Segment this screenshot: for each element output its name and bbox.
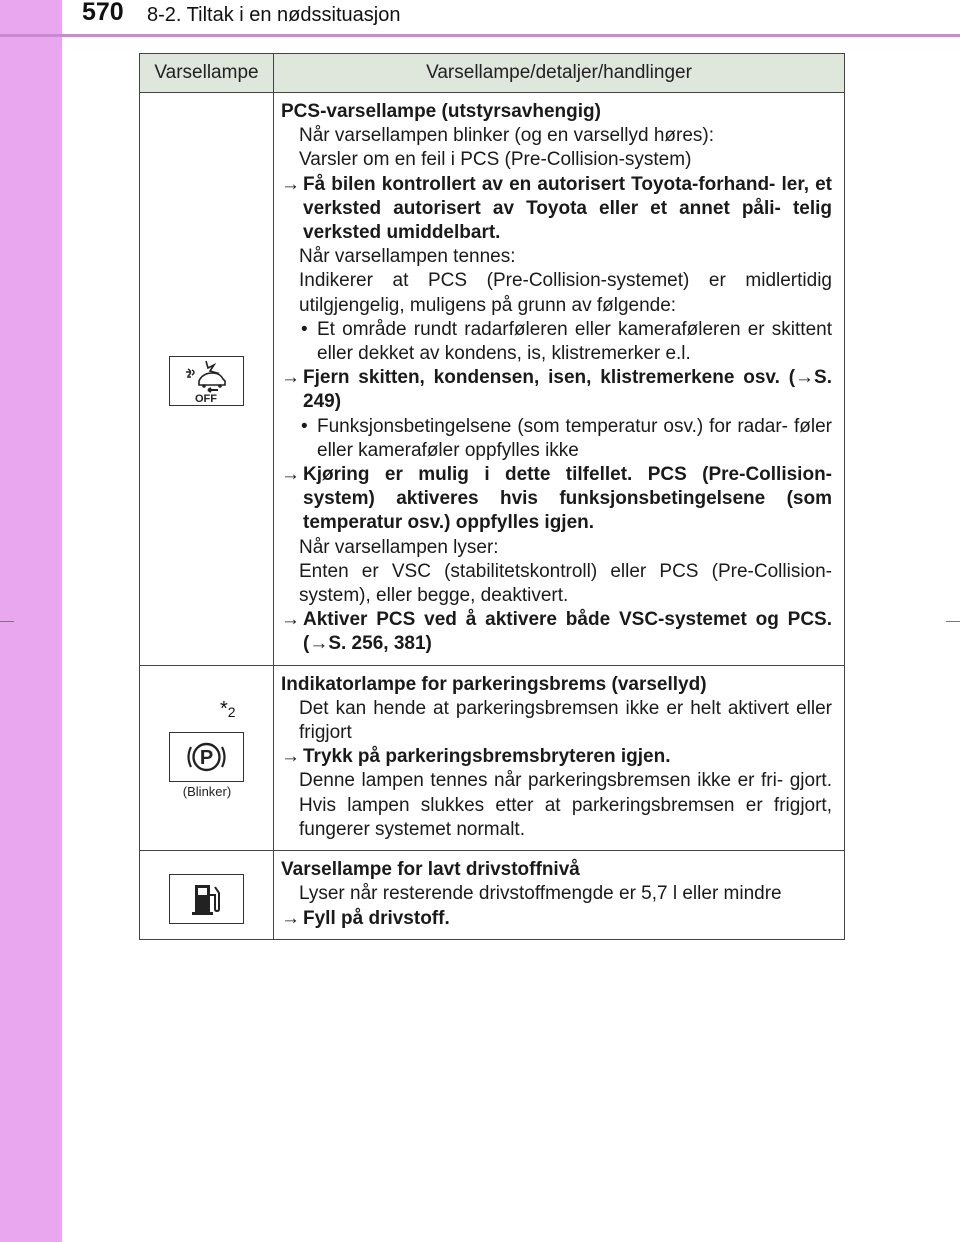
action-text: → Aktiver PCS ved å aktivere både VSC-systemet og PCS. (→S. 256, 381) (281, 609, 832, 655)
section-title: 8-2. Tiltak i en nødssituasjon (147, 4, 401, 26)
condition-text: Når varsellampen blinker (og en varsellyd høres): (299, 125, 714, 147)
description-text: Indikerer at PCS (Pre-Collision-systemet) er midlertidig utilgjengelig, muligens på grunn av følgende: (299, 270, 832, 316)
description-text: Det kan hende at parkeringsbremsen ikke er helt aktivert eller frigjort (299, 697, 832, 744)
description-text: Varsler om en feil i PCS (Pre-Collision-system) (299, 149, 692, 171)
description-text: Lyser når resterende drivstoffmengde er 5,7 l eller mindre (299, 883, 782, 905)
row-title: PCS-varsellampe (utstyrsavhengig) (281, 101, 601, 122)
action-text: → Kjøring er mulig i dette tilfellet. PCS (Pre-Collision- system) aktiveres hvis funksjonsbetingelsene (som temperatur osv.) oppfylles igjen. (281, 464, 832, 534)
row-title: Varsellampe for lavt drivstoffnivå (281, 859, 580, 881)
icon-cell-pcs (140, 93, 274, 666)
bullet-item: • Et område rundt radarføleren eller kameraføleren er skittent eller dekket av kondens, is, klistremerker e.l. (301, 318, 832, 365)
column-header-light: Varsellampe (140, 54, 274, 93)
page-header (0, 0, 960, 34)
icon-cell-fuel (140, 851, 274, 940)
condition-text: Når varsellampen lyser: (299, 536, 499, 558)
svg-text:OFF: OFF (195, 393, 217, 405)
crop-mark-left (0, 621, 14, 622)
row-title: Indikatorlampe for parkeringsbrems (varsellyd) (281, 673, 707, 695)
warning-light-table (139, 53, 845, 940)
svg-text:P: P (199, 746, 214, 769)
action-text: → Trykk på parkeringsbremsbryteren igjen. (281, 745, 832, 769)
description-cell-fuel (274, 851, 845, 940)
description-cell-pcs (274, 93, 845, 666)
description-text: Denne lampen tennes når parkeringsbremsen ikke er fri- gjort. Hvis lampen slukkes etter at parkeringsbremsen er frigjort, fungerer systemet normalt. (299, 770, 832, 840)
action-text: → Få bilen kontrollert av en autorisert Toyota-forhand- ler, et verksted autorisert av Toyota eller et annet påli- telig verksted umiddelbart. (281, 173, 832, 244)
header-rule (0, 34, 960, 37)
table-header-row (140, 54, 845, 93)
column-header-details: Varsellampe/detaljer/handlinger (274, 54, 845, 93)
bullet-item: • Funksjonsbetingelsene (som temperatur osv.) for radar- føler eller kameraføler oppfylles ikke (301, 415, 832, 461)
pcs-off-warning-icon (169, 356, 244, 406)
bullet-icon: • (301, 415, 308, 437)
condition-text: Når varsellampen tennes: (299, 246, 516, 268)
crop-mark-right (946, 621, 960, 622)
action-text: → Fjern skitten, kondensen, isen, klistremerkene osv. (→S. 249) (281, 367, 832, 413)
parking-brake-icon (169, 732, 244, 782)
table-row (140, 93, 845, 666)
arrow-icon: → (281, 367, 300, 389)
bullet-icon: • (301, 318, 308, 340)
arrow-icon: → (281, 907, 300, 929)
description-text: Enten er VSC (stabilitetskontroll) eller PCS (Pre-Collision- system), eller begge, deaktivert. (299, 560, 832, 607)
blinker-label: (Blinker) (182, 783, 232, 799)
arrow-icon: → (281, 609, 300, 631)
fuel-pump-icon (169, 874, 244, 924)
table-row (140, 665, 845, 850)
arrow-icon: → (281, 173, 300, 195)
icon-cell-parking-brake (140, 665, 274, 850)
footnote-marker: $*_2$ (220, 697, 236, 720)
arrow-icon: → (281, 746, 300, 768)
action-text: → Fyll på drivstoff. (281, 907, 832, 931)
description-cell-parking-brake (274, 665, 845, 850)
arrow-icon: → (281, 464, 300, 486)
table-row (140, 851, 845, 940)
page-number: 570 (82, 0, 124, 26)
